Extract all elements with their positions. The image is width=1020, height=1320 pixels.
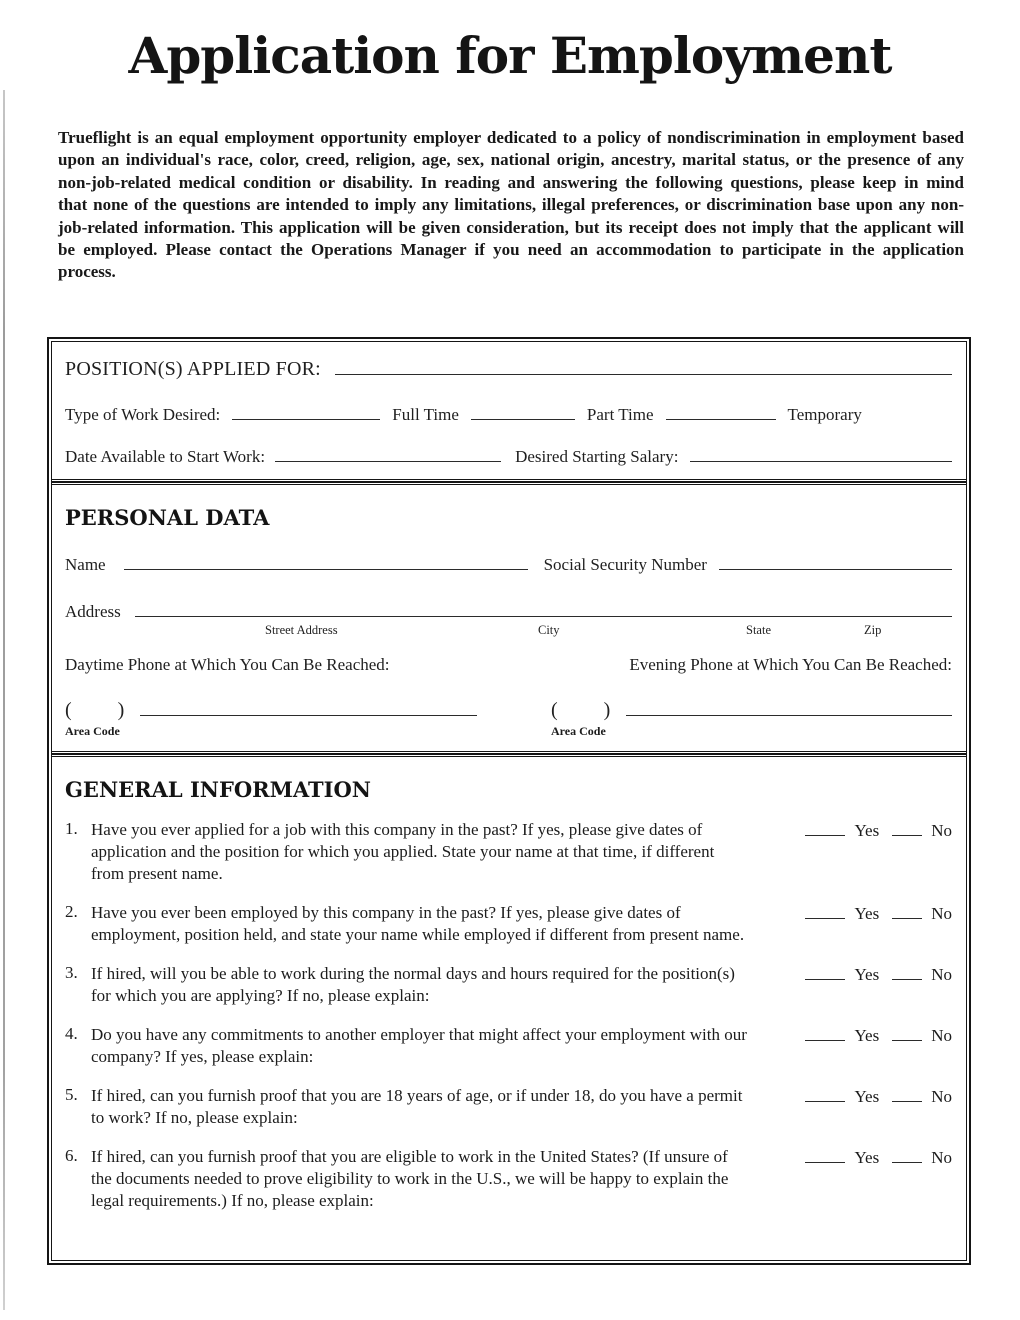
state-label: State [746, 623, 771, 637]
question-row-5 [65, 1085, 952, 1129]
question-number: 3. [65, 963, 78, 982]
personal-data-section [52, 485, 966, 751]
personal-data-heading: PERSONAL DATA [65, 505, 270, 530]
evening-phone-label: Evening Phone at Which You Can Be Reached: [629, 655, 952, 674]
type-of-work-label: Type of Work Desired: [65, 405, 221, 424]
no-label: No [931, 1148, 952, 1167]
question-row-2 [65, 902, 952, 946]
evening-phone-group [551, 699, 952, 722]
no-blank-input[interactable] [892, 1025, 922, 1041]
daytime-area-code-label: Area Code [65, 724, 120, 738]
no-label: No [931, 821, 952, 840]
positions-applied-label: POSITION(S) APPLIED FOR: [65, 358, 321, 380]
question-number: 4. [65, 1024, 78, 1043]
ssn-input[interactable] [719, 554, 952, 570]
yes-label: Yes [854, 965, 880, 984]
address-input[interactable] [135, 601, 952, 617]
yes-blank-input[interactable] [805, 1147, 845, 1163]
yes-label: Yes [854, 1087, 880, 1106]
question-text: Have you ever applied for a job with this company in the past? If yes, please give dates of application and the position for which you applied. State your name at that time, if different from present name. [91, 820, 715, 883]
name-label: Name [65, 555, 106, 574]
address-sublabels [65, 622, 952, 639]
question-number: 5. [65, 1085, 78, 1104]
desired-salary-input[interactable] [690, 446, 952, 462]
position-section [52, 342, 966, 479]
temporary-label: Temporary [787, 405, 862, 424]
address-label: Address [65, 602, 121, 621]
page-title: Application for Employment [128, 26, 892, 85]
no-label: No [931, 904, 952, 923]
zip-label: Zip [864, 623, 882, 637]
intro-paragraph: Trueflight is an equal employment opportunity employer dedicated to a policy of nondiscrimination in employment based upon an individual's race, color, creed, religion, age, sex, national origin, ancestry, marital status, or the presence of any non-job-related medical condition or disability. In reading and answering the following questions, please keep in mind that none of the questions are intended to imply any limitations, illegal preferences, or discrimination base upon any non-job-related information. This application will be given consideration, but its receipt does not imply that the applicant will be employed. Please contact the Operations Manager if you need an accommodation to participate in the application process. [58, 128, 964, 282]
yes-blank-input[interactable] [805, 964, 845, 980]
question-text: If hired, can you furnish proof that you are 18 years of age, or if under 18, do you have a permit to work? If no, please explain: [91, 1086, 743, 1127]
question-row-6 [65, 1146, 952, 1212]
question-number: 6. [65, 1146, 78, 1165]
evening-area-code-paren-open: ( [551, 699, 558, 721]
name-input[interactable] [124, 554, 528, 570]
yes-label: Yes [854, 1148, 880, 1167]
desired-salary-label: Desired Starting Salary: [515, 447, 679, 466]
question-row-3 [65, 963, 952, 1007]
yes-blank-input[interactable] [805, 1086, 845, 1102]
general-information-heading: GENERAL INFORMATION [65, 777, 371, 802]
yes-label: Yes [854, 821, 880, 840]
part-time-label: Part Time [586, 405, 654, 424]
yes-no-group [805, 902, 952, 924]
daytime-phone-label: Daytime Phone at Which You Can Be Reached: [65, 655, 390, 674]
general-information-section [52, 757, 966, 1224]
daytime-phone-group [65, 699, 477, 722]
form-box-inner-border [51, 341, 967, 1261]
scan-edge-artifact [3, 90, 5, 1310]
full-time-blank-input[interactable] [232, 404, 380, 420]
yes-label: Yes [854, 904, 880, 923]
evening-phone-input[interactable] [626, 700, 952, 716]
question-text: Have you ever been employed by this company in the past? If yes, please give dates of employment, position held, and state your name while employed if different from present name. [91, 903, 745, 944]
temporary-blank-input[interactable] [666, 404, 776, 420]
date-available-input[interactable] [275, 446, 501, 462]
no-blank-input[interactable] [892, 964, 922, 980]
no-label: No [931, 965, 952, 984]
part-time-blank-input[interactable] [471, 404, 575, 420]
no-blank-input[interactable] [892, 1147, 922, 1163]
yes-no-group [805, 1146, 952, 1168]
city-label: City [538, 623, 560, 637]
daytime-phone-input[interactable] [140, 700, 477, 716]
question-number: 1. [65, 819, 78, 838]
question-text: If hired, will you be able to work during the normal days and hours required for the position(s) for which you are applying? If no, please explain: [91, 964, 735, 1005]
street-address-label: Street Address [265, 623, 338, 637]
yes-label: Yes [854, 1026, 880, 1045]
no-label: No [931, 1087, 952, 1106]
daytime-area-code-paren-open: ( [65, 699, 72, 721]
yes-blank-input[interactable] [805, 903, 845, 919]
yes-blank-input[interactable] [805, 820, 845, 836]
yes-no-group [805, 1085, 952, 1107]
question-text: Do you have any commitments to another employer that might affect your employment with our company? If yes, please explain: [91, 1025, 747, 1066]
ssn-label: Social Security Number [543, 555, 707, 574]
question-row-1 [65, 819, 952, 885]
evening-area-code-label: Area Code [551, 724, 606, 738]
full-time-label: Full Time [392, 405, 459, 424]
positions-applied-input[interactable] [335, 359, 952, 375]
question-text: If hired, can you furnish proof that you are eligible to work in the United States? (If unsure of the documents needed to prove eligibility to work in the U.S., we will be happy to explain the legal requirements.) If no, please explain: [91, 1147, 729, 1210]
yes-no-group [805, 1024, 952, 1046]
no-blank-input[interactable] [892, 903, 922, 919]
evening-area-code-paren-close: ) [603, 699, 611, 721]
question-row-4 [65, 1024, 952, 1068]
daytime-area-code-paren-close: ) [117, 699, 125, 721]
no-blank-input[interactable] [892, 820, 922, 836]
yes-blank-input[interactable] [805, 1025, 845, 1041]
yes-no-group [805, 963, 952, 985]
date-available-label: Date Available to Start Work: [65, 447, 266, 466]
no-label: No [931, 1026, 952, 1045]
yes-no-group [805, 819, 952, 841]
question-number: 2. [65, 902, 78, 921]
application-form-box [47, 337, 971, 1265]
no-blank-input[interactable] [892, 1086, 922, 1102]
